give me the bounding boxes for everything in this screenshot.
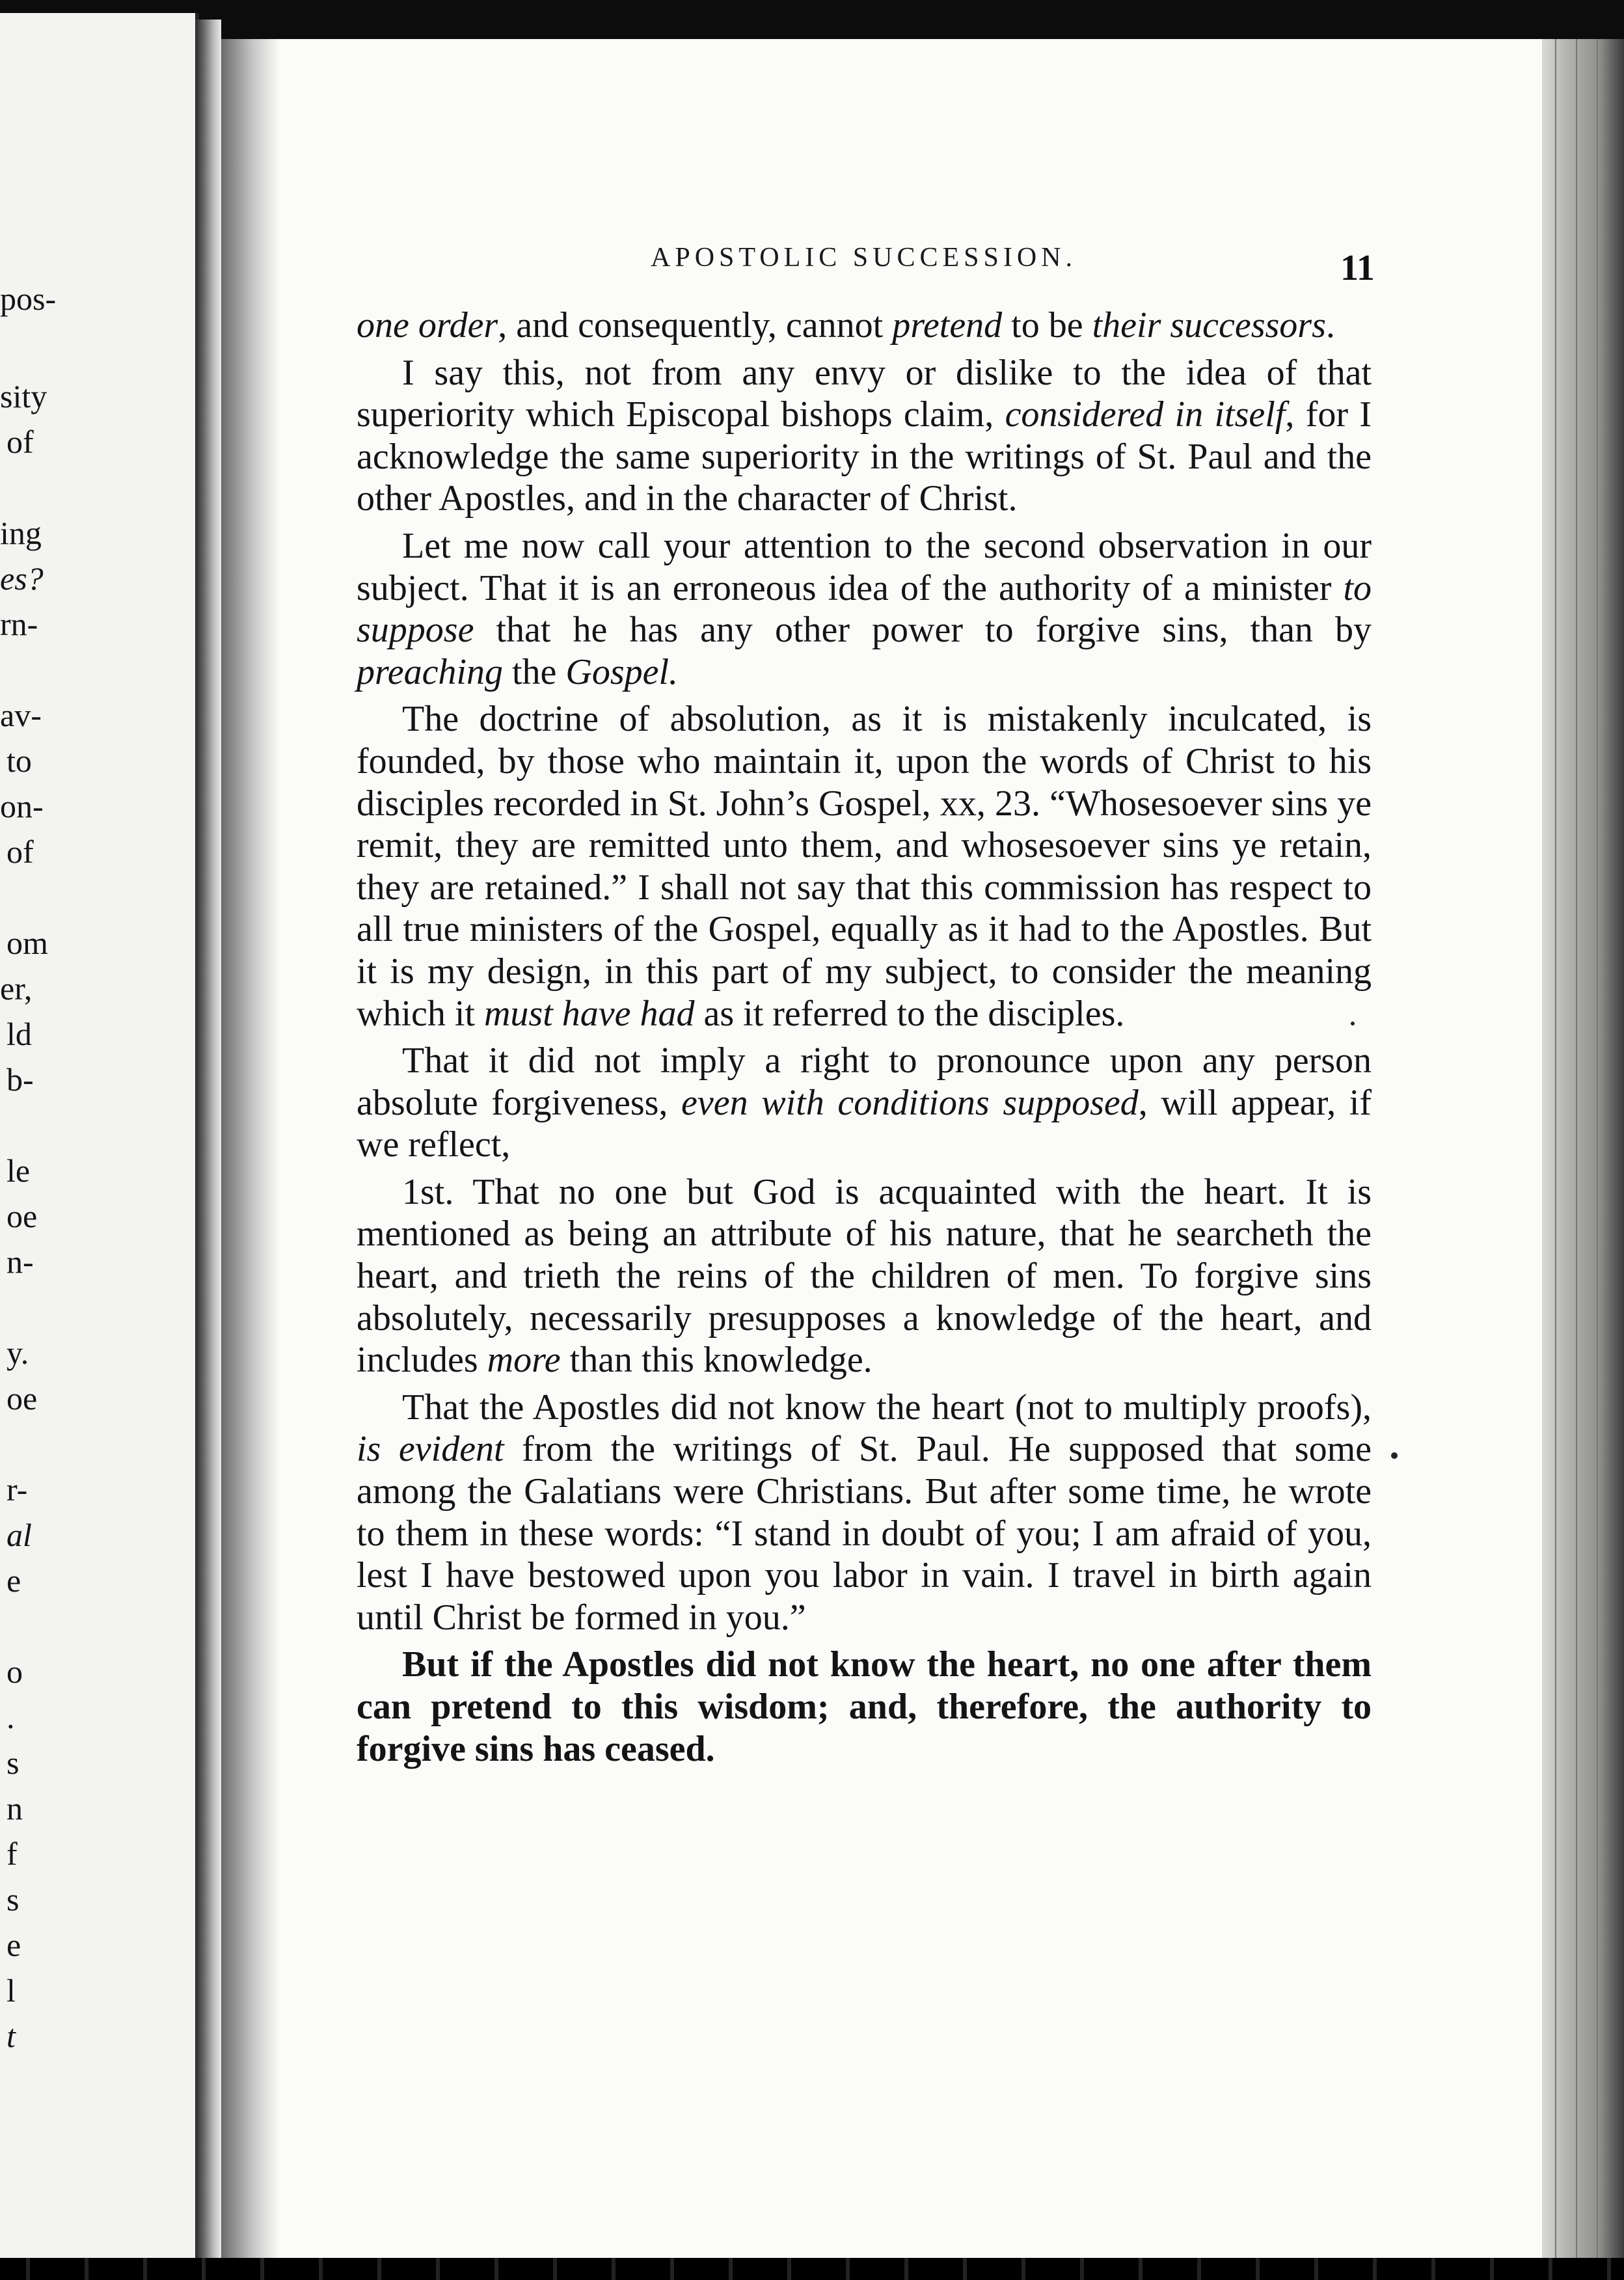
facing-page-text-fragment: e <box>7 1927 21 1963</box>
facing-page-text-fragment: y. <box>7 1335 29 1371</box>
italic-phrase: pretend <box>892 305 1003 346</box>
text-run: That the Apostles did not know the heart (not to multiply proofs), <box>402 1387 1372 1428</box>
facing-page-text-fragment: of <box>7 834 34 870</box>
text-run: than this knowledge. <box>560 1340 873 1381</box>
paragraph <box>357 1387 1372 1639</box>
text-run: from the writings of St. Paul. He supposed that some among the Galatians were Christians. But after some time, he wrote to them in these words: “I stand in doubt of you; I am afraid of you, lest I have bestowed upon you labor in vain. I travel in birth again until Christ be formed in you.” <box>357 1429 1372 1638</box>
page-stack-edge <box>1542 39 1624 2280</box>
facing-page-text-fragment: sity <box>0 378 47 414</box>
italic-phrase: preaching <box>357 651 503 692</box>
paragraph <box>357 305 1372 347</box>
gutter-shadow <box>221 39 280 2280</box>
page-number: 11 <box>1340 248 1375 288</box>
italic-phrase: is evident <box>357 1429 504 1470</box>
ink-speck <box>1351 1022 1355 1025</box>
facing-page-text-fragment: s <box>7 1881 20 1918</box>
body-text <box>357 305 1372 1770</box>
text-run: , will appear, if we reflect, <box>357 1082 1372 1165</box>
text-run: I say this, not from any envy or dislike to the idea of that superiority which Episcopal bishops claim, <box>357 352 1372 435</box>
italic-phrase: one order <box>357 305 498 346</box>
text-run: Let me now call your attention to the second observation in our subject. That it is an erroneous idea of the authority of a minister <box>357 525 1372 608</box>
facing-page-text-fragment: o <box>7 1653 23 1690</box>
facing-page-edge <box>0 13 199 2280</box>
facing-page-text-fragment: pos- <box>0 280 57 317</box>
text-run: , and consequently, cannot <box>498 305 893 346</box>
facing-page-text-fragment: b- <box>7 1061 34 1098</box>
italic-phrase: more <box>487 1340 561 1381</box>
ink-speck <box>1391 1452 1398 1459</box>
facing-page-text-fragment: oe <box>7 1198 38 1234</box>
facing-page-text-fragment: es? <box>0 560 44 597</box>
facing-page-text-fragment: on- <box>0 788 44 824</box>
facing-page-text-fragment: s <box>7 1744 20 1781</box>
facing-page-text-fragment: e <box>7 1562 21 1599</box>
text-run: That it did not imply a right to pronounce upon any person absolute forgiveness, <box>357 1040 1372 1123</box>
paragraph <box>357 1171 1372 1381</box>
facing-page-text-fragment: le <box>7 1152 31 1189</box>
facing-page-text-fragment: av- <box>0 697 42 733</box>
text-run: to be <box>1002 305 1092 346</box>
facing-page-text-fragment: f <box>7 1836 18 1872</box>
italic-phrase: must have had <box>483 993 695 1034</box>
facing-page-text-fragment: n- <box>7 1243 34 1280</box>
text-run: But if the Apostles did not know the heart, no one after them can pretend to this wisdom; and, therefore, the authority to forgive sins has ceased. <box>357 1644 1372 1769</box>
facing-page-text-fragment: l <box>7 1972 16 2009</box>
facing-page-text-fragment: ld <box>7 1016 32 1052</box>
facing-page-text-fragment: of <box>7 424 34 460</box>
text-run: . <box>1325 305 1335 346</box>
facing-page-text-fragment: om <box>7 925 48 961</box>
facing-page-text-fragment: . <box>7 1699 15 1735</box>
facing-page-text-fragment: oe <box>7 1380 38 1417</box>
facing-page-text-fragment: to <box>7 742 32 779</box>
paragraph <box>357 1040 1372 1166</box>
text-run: The doctrine of absolution, as it is mistakenly inculcated, is founded, by those who maintain it, upon the words of Christ to his disciples recorded in St. John’s Gospel, xx, 23. “Whosesoever sins ye remit, they are remitted unto them, and whosesoever sins ye retain, they are retained.” I shall not say that this commission has respect to all true ministers of the Gospel, equally as it had to the Apostles. But it is my design, in this part of my subject, to consider the meaning which it <box>357 699 1372 1034</box>
text-run: the <box>502 651 566 692</box>
italic-phrase: their successors <box>1092 305 1326 346</box>
paragraph <box>357 525 1372 693</box>
text-run: that he has any other power to forgive sins, than by <box>474 610 1372 651</box>
text-run: , for I acknowledge the same superiority in the writings of St. Paul and the other Apostles, and in the character of Christ. <box>357 394 1372 519</box>
italic-phrase: considered in itself <box>1005 394 1286 435</box>
facing-page-text-fragment: r- <box>7 1471 28 1508</box>
paragraph <box>357 352 1372 520</box>
paragraph <box>357 1644 1372 1770</box>
facing-page-text-fragment: n <box>7 1790 23 1826</box>
facing-page-text-fragment: rn- <box>0 606 38 642</box>
italic-phrase: Gospel. <box>565 651 679 692</box>
italic-phrase: to suppose <box>357 567 1372 651</box>
page-gutter-edge <box>195 20 221 2277</box>
facing-page-text-fragment: er, <box>0 970 33 1007</box>
text-run: 1st. That no one but God is acquainted with the heart. It is mentioned as being an attribute of his nature, that he searcheth the heart, and trieth the reins of the children of men. To forgive sins absolutely, necessarily presupposes a knowledge of the heart, and includes <box>357 1171 1372 1381</box>
facing-page-text-fragment: t <box>7 2018 16 2054</box>
facing-page-text-fragment: al <box>7 1517 32 1553</box>
running-head: APOSTOLIC SUCCESSION. <box>651 243 1077 273</box>
facing-page-text-fragment: ing <box>0 515 42 551</box>
italic-phrase: even with conditions supposed <box>681 1082 1139 1123</box>
text-run: as it referred to the disciples. <box>694 993 1125 1034</box>
paragraph <box>357 698 1372 1035</box>
scan-bottom-border <box>0 2258 1624 2280</box>
